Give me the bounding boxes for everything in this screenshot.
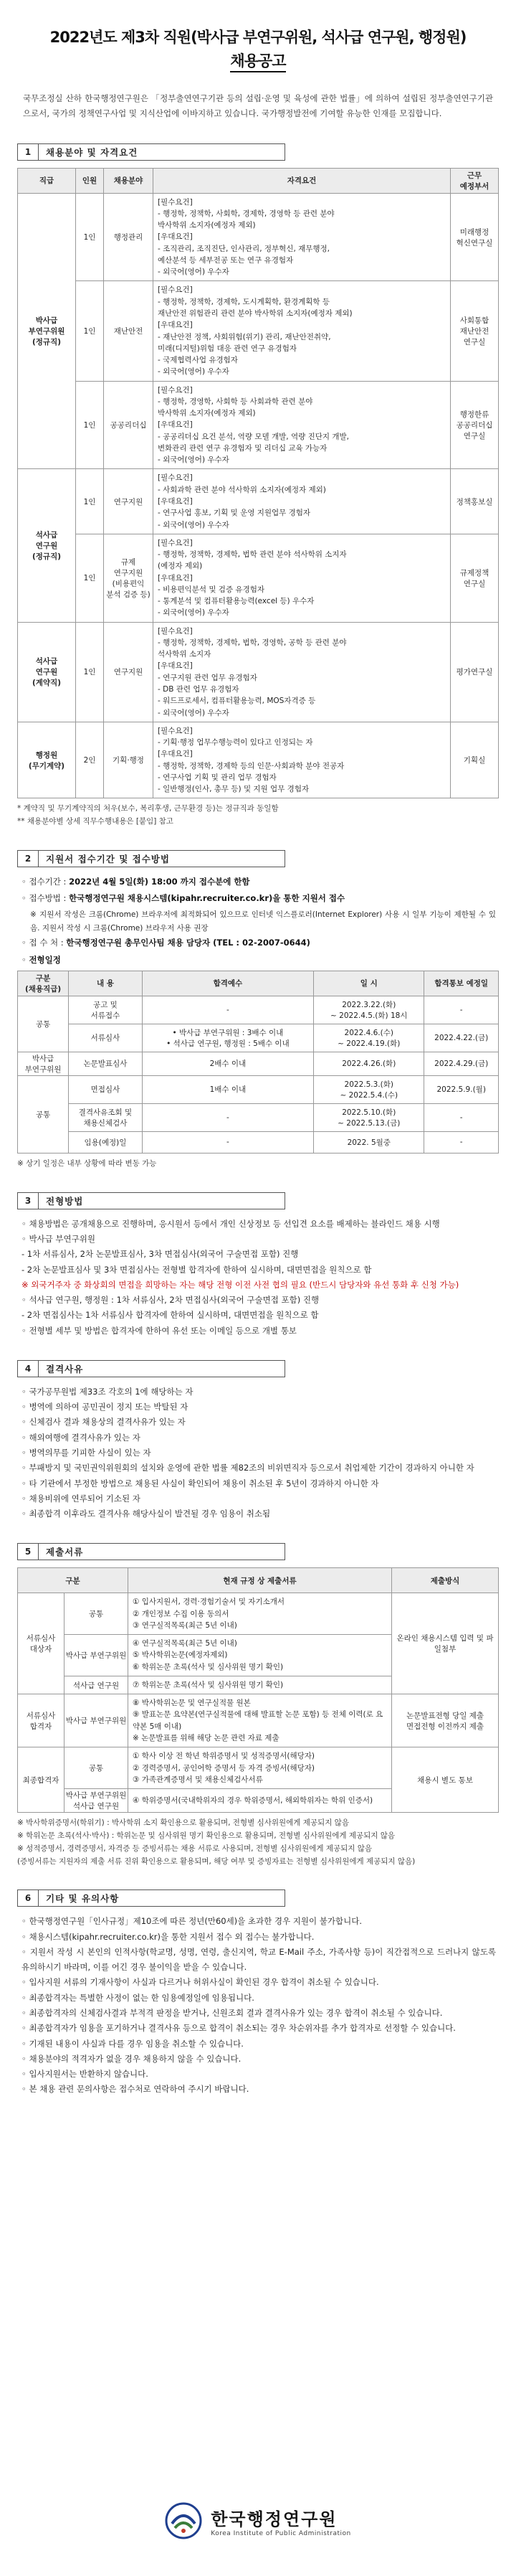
docs-row [18, 1593, 499, 1635]
process-item: - 1차 서류심사, 2차 논문발표심사, 3차 면접심사(외국어 구술면접 포함) 진행 [22, 1249, 299, 1260]
process-item: - 2차 면접심사는 1차 서류심사 합격자에 한하여 실시하며, 대면면접을 원칙으로 함 [22, 1310, 319, 1321]
requirement-line: [우대요건] [158, 661, 193, 671]
process-list [17, 1217, 499, 1339]
intro-paragraph: 국무조정실 산하 한국행정연구원은 「정부출연연구기관 등의 설립·운영 및 육성에 관한 법률」에 의하여 설립된 정부출연연구기관으로서, 국가의 정책연구사업 및 지식산업에 이바지하고 있습니다. 국가행정발전에 기여할 유능한 인재를 모집합니다. [23, 93, 493, 119]
requirement-line: - 외국어(영어) 우수자 [158, 520, 229, 529]
recruit-row [18, 722, 499, 798]
docs-item: ⑨ 발표논문 요약본(연구실적물에 대해 발표할 논문 포함) 등 전체 이력(로 요약본 5매 이내) [133, 1710, 383, 1731]
section-label: 지원서 접수기간 및 접수방법 [46, 854, 170, 865]
logo-english-name: Korea Institute of Public Administration [211, 2529, 351, 2537]
requirement-line: - 행정학, 정책학, 경제학, 법학 관련 분야 석사학위 소지자 [158, 550, 347, 560]
section-label: 기타 및 유의사항 [46, 1893, 120, 1905]
requirement-line: - 연구사업 홍보, 기획 및 운영 지원업무 경험자 [158, 509, 311, 518]
requirement-line: [우대요건] [158, 497, 193, 506]
apply-method: ◦ 접수방법 : 한국행정연구원 채용시스템(kipahr.recruiter.co.kr)을 통한 지원서 접수 [22, 893, 345, 904]
section-label: 결격사유 [46, 1363, 84, 1374]
docs-item: ① 입사지원서, 경력·경험기술서 및 자기소개서 [133, 1598, 285, 1607]
requirement-line: [우대요건] [158, 573, 193, 582]
schedule-result-date: 2022.4.22.(금) [424, 1024, 499, 1052]
requirement-line: - 재난안전 정책, 사회위험(위기) 관리, 재난안전취약, [158, 332, 331, 341]
recruit-row [18, 622, 499, 722]
disqual-item: ◦ 해외여행에 결격사유가 있는 자 [22, 1432, 140, 1443]
schedule-header: 합격통보 예정일 [424, 971, 499, 996]
process-item: - 2차 논문발표심사 및 3차 면접심사는 전형별 합격자에 한하여 실시하며, 대면면접을 원칙으로 함 [22, 1264, 372, 1275]
requirement-line: - 공공리더십 요건 분석, 역량 모델 개발, 역량 진단지 개발, [158, 432, 349, 441]
schedule-label: ◦ 전형일정 [22, 954, 61, 965]
etc-item: ◦ 최종합격자가 임용을 포기하거나 결격사유 등으로 합격이 취소되는 경우 차순위자를 추가 합격자로 선정할 수 있습니다. [22, 2023, 456, 2034]
recruit-header: 자격요건 [153, 168, 451, 193]
disqual-item: ◦ 최종합격 이후라도 결격사유 해당사실이 발견될 경우 임용이 취소됨 [22, 1509, 271, 1519]
docs-table [17, 1567, 499, 1813]
schedule-row [18, 1052, 499, 1075]
schedule-result-date: 2022.4.29.(금) [424, 1052, 499, 1075]
recruit-requirements [153, 281, 451, 381]
schedule-date: 2022. 5월중 [314, 1131, 424, 1153]
requirement-line: [우대요건] [158, 750, 193, 759]
requirement-line: [필수요건] [158, 286, 193, 295]
schedule-passers: - [142, 1103, 313, 1131]
recruit-field: 연구지원 [104, 622, 153, 722]
schedule-row [18, 1075, 499, 1103]
etc-item: ◦ 최종합격자는 특별한 사정이 없는 한 임용예정일에 임용됩니다. [22, 1992, 254, 2003]
recruit-rank: 박사급 부연구위원 (정규직) [18, 193, 76, 469]
recruit-row [18, 534, 499, 622]
docs-row [18, 1694, 499, 1747]
section-label: 전형방법 [46, 1195, 84, 1207]
docs-note: ※ 박사학위증명서(학위기) : 박사학위 소지 확인용으로 활용되며, 전형별 심사위원에게 제공되지 않음 [17, 1818, 349, 1828]
section-number: 1 [18, 144, 39, 160]
recruit-dept: 평가연구실 [451, 622, 499, 722]
recruit-count: 1인 [76, 534, 104, 622]
requirement-line: [우대요건] [158, 321, 193, 330]
requirement-line: [우대요건] [158, 232, 193, 242]
section-header-4 [17, 1360, 285, 1377]
recruit-requirements [153, 381, 451, 469]
disqual-item: ◦ 부패방지 및 국민권익위원회의 설치와 운영에 관한 법률 제82조의 비위면직자 등으로서 취업제한 기간이 경과하지 아니한 자 [22, 1463, 474, 1473]
recruit-field: 기획·행정 [104, 722, 153, 798]
requirement-line: [필수요건] [158, 385, 193, 395]
recruit-count: 2인 [76, 722, 104, 798]
recruit-count: 1인 [76, 469, 104, 534]
docs-item: ⑧ 박사학위논문 및 연구실적물 원본 [133, 1699, 251, 1708]
requirement-line: - 일반행정(인사, 총무 등) 및 지원 업무 경험자 [158, 785, 310, 794]
requirement-line: - 조직관리, 조직진단, 인사관리, 정부혁신, 재무행정, [158, 244, 330, 253]
requirement-line: - 국제협력사업 유경험자 [158, 356, 238, 365]
requirement-line: - 외국어(영어) 우수자 [158, 708, 229, 717]
recruit-notes [17, 803, 499, 829]
requirement-line: - 행정학, 경영학, 사회학 등 사회과학 관련 분야 [158, 397, 313, 406]
section-header-3 [17, 1192, 285, 1209]
requirement-line: - 외국어(영어) 우수자 [158, 608, 229, 618]
requirement-line: - 워드프로세서, 컴퓨터활용능력, MOS자격증 등 [158, 697, 316, 706]
process-item: ◦ 박사급 부연구위원 [22, 1234, 95, 1245]
disqual-list [17, 1384, 499, 1521]
docs-stage: 최종합격자 [18, 1747, 64, 1813]
docs-item: ② 경력증명서, 공인어학 증명서 등 자격 증빙서(해당자) [133, 1763, 315, 1773]
schedule-group: 박사급 부연구위원 [18, 1052, 69, 1075]
recruit-row [18, 469, 499, 534]
recruit-header: 직급 [18, 168, 76, 193]
schedule-passers: 2배수 이내 [142, 1052, 313, 1075]
requirement-line: 재난안전 위험관리 관련 분야 박사학위 소지자(예정자 제외) [158, 309, 353, 319]
docs-items [128, 1593, 392, 1635]
docs-item: ② 개인정보 수집 이용 동의서 [133, 1609, 229, 1618]
schedule-date: 2022.4.26.(화) [314, 1052, 424, 1075]
docs-note: ※ 성적증명서, 경력증명서, 자격증 등 증빙서류는 채용 서류로 사용되며, 전형별 심사위원에게 제공되지 않음 [17, 1844, 373, 1853]
process-item: ◦ 전형별 세부 및 방법은 합격자에 한하여 유선 또는 이메일 등으로 개별 통보 [22, 1325, 297, 1336]
schedule-table [17, 971, 499, 1153]
requirement-line: 석사학위 소지자 [158, 650, 211, 659]
docs-item: ⑥ 학위논문 초록(석사 및 심사위원 명기 확인) [133, 1662, 284, 1671]
recruit-requirements [153, 469, 451, 534]
schedule-header: 내 용 [69, 971, 143, 996]
recruit-field: 공공리더십 [104, 381, 153, 469]
schedule-row [18, 1024, 499, 1052]
docs-items [128, 1676, 392, 1694]
section-number: 2 [18, 851, 39, 867]
schedule-content: 논문발표심사 [69, 1052, 143, 1075]
apply-period: ◦ 접수기간 : 2022년 4월 5일(화) 18:00 까지 접수분에 한함 [22, 877, 250, 887]
docs-stage: 서류심사 합격자 [18, 1694, 64, 1747]
docs-item: ④ 연구실적목록(최근 5년 이내) [133, 1639, 237, 1648]
recruit-count: 1인 [76, 193, 104, 281]
schedule-content: 서류심사 [69, 1024, 143, 1052]
requirement-line: [우대요건] [158, 420, 193, 430]
disqual-item: ◦ 신체검사 결과 채용상의 결격사유가 있는 자 [22, 1417, 186, 1428]
requirement-line: (예정자 제외) [158, 562, 203, 571]
disqual-item: ◦ 채용비위에 연루되어 기소된 자 [22, 1493, 140, 1504]
disqual-item: ◦ 국가공무원법 제33조 각호의 1에 해당하는 자 [22, 1386, 194, 1397]
recruit-row [18, 381, 499, 469]
docs-sub: 석사급 연구원 [64, 1676, 128, 1694]
docs-item: ⑦ 학위논문 초록(석사 및 심사위원 명기 확인) [133, 1680, 284, 1689]
docs-items [128, 1789, 392, 1813]
recruit-field: 규제 연구지원 (비용편익 분석 검증 등) [104, 534, 153, 622]
schedule-passers: - [142, 1131, 313, 1153]
section-header-1 [17, 143, 285, 161]
schedule-result-date: - [424, 1103, 499, 1131]
docs-item: ③ 가족관계증명서 및 채용신체검사서류 [133, 1775, 263, 1784]
docs-header: 현재 규정 상 제출서류 [128, 1568, 392, 1593]
requirement-line: - 행정학, 정책학, 사회학, 경제학, 경영학 등 관련 분야 [158, 209, 335, 218]
recruit-note: * 계약직 및 무기계약직의 처우(보수, 복리후생, 근무환경 등)는 정규직과 동일함 [17, 804, 279, 813]
requirement-line: - 비용편익분석 및 검증 유경험자 [158, 585, 264, 594]
etc-item: ◦ 지원서 작성 시 본인의 인적사항(학교명, 성명, 연령, 출신지역, 학교 E-Mail 주소, 가족사항 등)이 직간접적으로 드러나지 않도록 유의하시기 바라며, 이를 어긴 경우 불이익을 받을 수 있습니다. [22, 1946, 496, 1973]
recruit-field: 연구지원 [104, 469, 153, 534]
requirement-line: - 행정학, 정책학, 경제학 등의 인문·사회과학 분야 전공자 [158, 761, 345, 770]
docs-method: 채용시 별도 통보 [392, 1747, 499, 1813]
recruit-rank: 석사급 연구원 (정규직) [18, 469, 76, 622]
logo-korean-name: 한국행정연구원 [211, 2509, 338, 2529]
requirement-line: [필수요건] [158, 473, 193, 483]
recruit-dept: 행정한류 공공리더십 연구실 [451, 381, 499, 469]
requirement-line: - 통계분석 및 컴퓨터활용능력(excel 등) 우수자 [158, 597, 315, 606]
recruit-header: 채용분야 [104, 168, 153, 193]
title-line1: 2022년도 제3차 직원(박사급 부연구위원, 석사급 연구원, 행정원) [49, 29, 467, 46]
schedule-row [18, 1103, 499, 1131]
schedule-content: 면접심사 [69, 1075, 143, 1103]
recruit-requirements [153, 722, 451, 798]
requirement-line: 예산분석 등 세부전공 또는 연구 유경험자 [158, 255, 294, 265]
schedule-date: 2022.3.22.(화) ~ 2022.4.5.(화) 18시 [314, 996, 424, 1024]
requirement-line: - 외국어(영어) 우수자 [158, 367, 229, 377]
docs-method: 온라인 채용시스템 입력 및 파일첨부 [392, 1593, 499, 1694]
requirement-line: 박사학위 소지자(예정자 제외) [158, 409, 256, 418]
docs-item: ※ 논문발표를 위해 해당 논문 관련 자료 제출 [133, 1733, 280, 1742]
recruit-dept: 미래행정 혁신연구실 [451, 193, 499, 281]
docs-sub: 박사급 부연구위원 석사급 연구원 [64, 1789, 128, 1813]
section-header-5 [17, 1543, 285, 1560]
recruit-row [18, 193, 499, 281]
section-number: 5 [18, 1544, 39, 1560]
recruit-field: 재난안전 [104, 281, 153, 381]
docs-sub: 공통 [64, 1593, 128, 1635]
docs-sub: 박사급 부연구위원 [64, 1694, 128, 1747]
etc-item: ◦ 본 채용 관련 문의사항은 접수처로 연락하여 주시기 바랍니다. [22, 2084, 249, 2095]
schedule-content: 결격사유조회 및 채용신체검사 [69, 1103, 143, 1131]
schedule-row [18, 1131, 499, 1153]
requirement-line: - 연구사업 기획 및 관리 업무 경험자 [158, 773, 277, 782]
etc-item: ◦ 최종합격자의 신체검사결과 부적격 판정을 받거나, 신원조회 결과 결격사유가 있는 경우 합격이 취소될 수 있습니다. [22, 2008, 443, 2019]
requirement-line: [필수요건] [158, 726, 193, 735]
schedule-passers: - [142, 996, 313, 1024]
recruit-dept: 사회통합 재난안전 연구실 [451, 281, 499, 381]
docs-sub: 공통 [64, 1747, 128, 1789]
docs-item: ③ 연구실적목록(최근 5년 이내) [133, 1620, 237, 1630]
recruit-dept: 규제정책 연구실 [451, 534, 499, 622]
disqual-item: ◦ 병역에 의하여 공민권이 정지 또는 박탈된 자 [22, 1402, 188, 1412]
etc-item: ◦ 채용시스템(kipahr.recruiter.co.kr)을 통한 지원서 접수 외 접수는 불가합니다. [22, 1931, 315, 1942]
section-label: 채용분야 및 자격요건 [46, 146, 138, 158]
section-header-6 [17, 1889, 285, 1907]
schedule-result-date: 2022.5.9.(월) [424, 1075, 499, 1103]
recruit-dept: 기획실 [451, 722, 499, 798]
section-label: 제출서류 [46, 1547, 84, 1558]
schedule-note: ※ 상기 일정은 내부 상황에 따라 변동 가능 [17, 1159, 157, 1168]
institute-emblem-icon [165, 2502, 202, 2539]
disqual-item: ◦ 병역의무를 기피한 사실이 있는 자 [22, 1448, 151, 1458]
requirement-line: - DB 관련 업무 유경험자 [158, 684, 239, 694]
recruit-header: 근무 예정부서 [451, 168, 499, 193]
docs-notes [17, 1817, 499, 1868]
schedule-group: 공통 [18, 1075, 69, 1153]
recruit-requirements [153, 193, 451, 281]
apply-inquiry: ◦ 접 수 처 : 한국행정연구원 총무인사팀 채용 담당자 (TEL : 02-2007-0644) [22, 938, 310, 948]
recruit-count: 1인 [76, 281, 104, 381]
institute-logo [0, 2502, 516, 2539]
etc-item: ◦ 한국행정연구원「인사규정」제10조에 따른 정년(만60세)을 초과한 경우 지원이 불가합니다. [22, 1916, 362, 1927]
etc-list [17, 1914, 499, 2097]
schedule-group: 공통 [18, 996, 69, 1052]
section-header-2 [17, 850, 285, 867]
process-item: ※ 외국거주자 중 화상회의 면접을 희망하는 자는 해당 전형 이전 사전 협의 필요 (반드시 담당자와 유선 통화 후 신청 가능) [22, 1279, 459, 1290]
requirement-line: - 외국어(영어) 우수자 [158, 268, 229, 277]
docs-item: ① 학사 이상 전 학년 학위증명서 및 성적증명서(해당자) [133, 1752, 315, 1761]
requirement-line: 박사학위 소지자(예정자 제외) [158, 221, 256, 230]
etc-item: ◦ 입사지원서는 반환하지 않습니다. [22, 2069, 148, 2080]
requirement-line: [필수요건] [158, 197, 193, 207]
schedule-result-date: - [424, 996, 499, 1024]
docs-method: 논문발표전형 당일 제출 면접전형 이전까지 제출 [392, 1694, 499, 1747]
requirement-line: - 연구지원 관련 업무 유경험자 [158, 673, 257, 682]
section-number: 6 [18, 1890, 39, 1906]
recruit-count: 1인 [76, 381, 104, 469]
docs-items [128, 1694, 392, 1747]
recruit-count: 1인 [76, 622, 104, 722]
docs-note: (증빙서류는 지원자의 제출 서류 진위 확인용으로 활용되며, 해당 여부 및 증빙자료는 전형별 심사위원에게 제공되지 않음) [17, 1856, 416, 1866]
recruit-rank: 행정원 (무기계약) [18, 722, 76, 798]
requirement-line: - 기획·행정 업무수행능력이 있다고 인정되는 자 [158, 738, 313, 747]
process-item: ◦ 석사급 연구원, 행정원 : 1차 서류심사, 2차 면접심사(외국어 구술면접 포함) 진행 [22, 1295, 320, 1306]
docs-note: ※ 학위논문 초록(석사·박사) : 학위논문 및 심사위원 명기 확인용으로 활용되며, 전형별 심사위원에게 제공되지 않음 [17, 1831, 396, 1840]
docs-sub: 박사급 부연구위원 [64, 1635, 128, 1676]
recruit-header: 인원 [76, 168, 104, 193]
process-item: ◦ 채용방법은 공개채용으로 진행하며, 응시원서 등에서 개인 신상정보 등 선입견 요소를 배제하는 블라인드 채용 시행 [22, 1218, 440, 1229]
section-number: 3 [18, 1193, 39, 1209]
docs-items [128, 1747, 392, 1789]
recruit-field: 행정관리 [104, 193, 153, 281]
recruit-requirements [153, 622, 451, 722]
requirement-line: [필수요건] [158, 626, 193, 636]
schedule-date: 2022.5.3.(화) ~ 2022.5.4.(수) [314, 1075, 424, 1103]
recruit-note: ** 채용분야별 상세 직무수행내용은 [붙임] 참고 [17, 817, 173, 826]
schedule-header: 합격예수 [142, 971, 313, 996]
schedule-result-date: - [424, 1131, 499, 1153]
schedule-row [18, 996, 499, 1024]
recruit-row [18, 281, 499, 381]
schedule-content: 임용(예정)일 [69, 1131, 143, 1153]
recruit-table [17, 168, 499, 799]
requirement-line: - 외국어(영어) 우수자 [158, 456, 229, 465]
requirement-line: - 행정학, 정책학, 경제학, 법학, 경영학, 공학 등 관련 분야 [158, 638, 347, 647]
page-title [17, 26, 499, 72]
schedule-header: 일 시 [314, 971, 424, 996]
schedule-date: 2022.4.6.(수) ~ 2022.4.19.(화) [314, 1024, 424, 1052]
docs-items [128, 1635, 392, 1676]
schedule-content: 공고 및 서류접수 [69, 996, 143, 1024]
section-number: 4 [18, 1361, 39, 1377]
etc-item: ◦ 입사지원 서류의 기재사항이 사실과 다르거나 허위사실이 확인된 경우 합격이 취소될 수 있습니다. [22, 1977, 379, 1988]
docs-header: 제출방식 [392, 1568, 499, 1593]
docs-item: ⑤ 박사학위논문(예정자제외) [133, 1651, 228, 1660]
disqual-item: ◦ 타 기관에서 부정한 방법으로 채용된 사실이 확인되어 채용이 취소된 후 5년이 경과하지 아니한 자 [22, 1478, 379, 1488]
etc-item: ◦ 채용분야의 적격자가 없을 경우 채용하지 않을 수 있습니다. [22, 2053, 242, 2064]
schedule-date: 2022.5.10.(화) ~ 2022.5.13.(금) [314, 1103, 424, 1131]
schedule-passers: 1배수 이내 [142, 1075, 313, 1103]
docs-header: 구분 [18, 1568, 128, 1593]
requirement-line: - 행정학, 정책학, 경제학, 도시계획학, 환경계획학 등 [158, 297, 330, 306]
title-line2: 채용공고 [230, 52, 285, 72]
schedule-passers: • 박사급 부연구위원 : 3배수 이내 • 석사급 연구원, 행정원 : 5배수 이내 [142, 1024, 313, 1052]
docs-row [18, 1747, 499, 1789]
apply-browser-note: ※ 지원서 작성은 크롬(Chrome) 브라우저에 최적화되어 있으므로 인터넷 익스플로러(Internet Explorer) 사용 시 일부 기능이 제한될 수 있음. 지원서 작성 시 크롬(Chrome) 브라우저 사용 권장 [30, 910, 496, 933]
recruit-rank: 석사급 연구원 (계약직) [18, 622, 76, 722]
recruit-dept: 정책홍보실 [451, 469, 499, 534]
requirement-line: 변화관리 관련 연구 유경험자 및 리더십 교육 가능자 [158, 443, 328, 453]
etc-item: ◦ 기재된 내용이 사실과 다를 경우 임용을 취소할 수 있습니다. [22, 2038, 244, 2049]
schedule-header: 구분 (채용직급) [18, 971, 69, 996]
requirement-line: [필수요건] [158, 538, 193, 547]
docs-stage: 서류심사 대상자 [18, 1593, 64, 1694]
recruit-requirements [153, 534, 451, 622]
requirement-line: - 사회과학 관련 분야 석사학위 소지자(예정자 제외) [158, 485, 326, 494]
docs-item: ④ 학위증명서(국내학위자의 경우 학위증명서, 해외학위자는 학위 인증서) [133, 1796, 373, 1805]
requirement-line: 미래(디지털)위험 대응 관련 연구 유경험자 [158, 344, 297, 353]
